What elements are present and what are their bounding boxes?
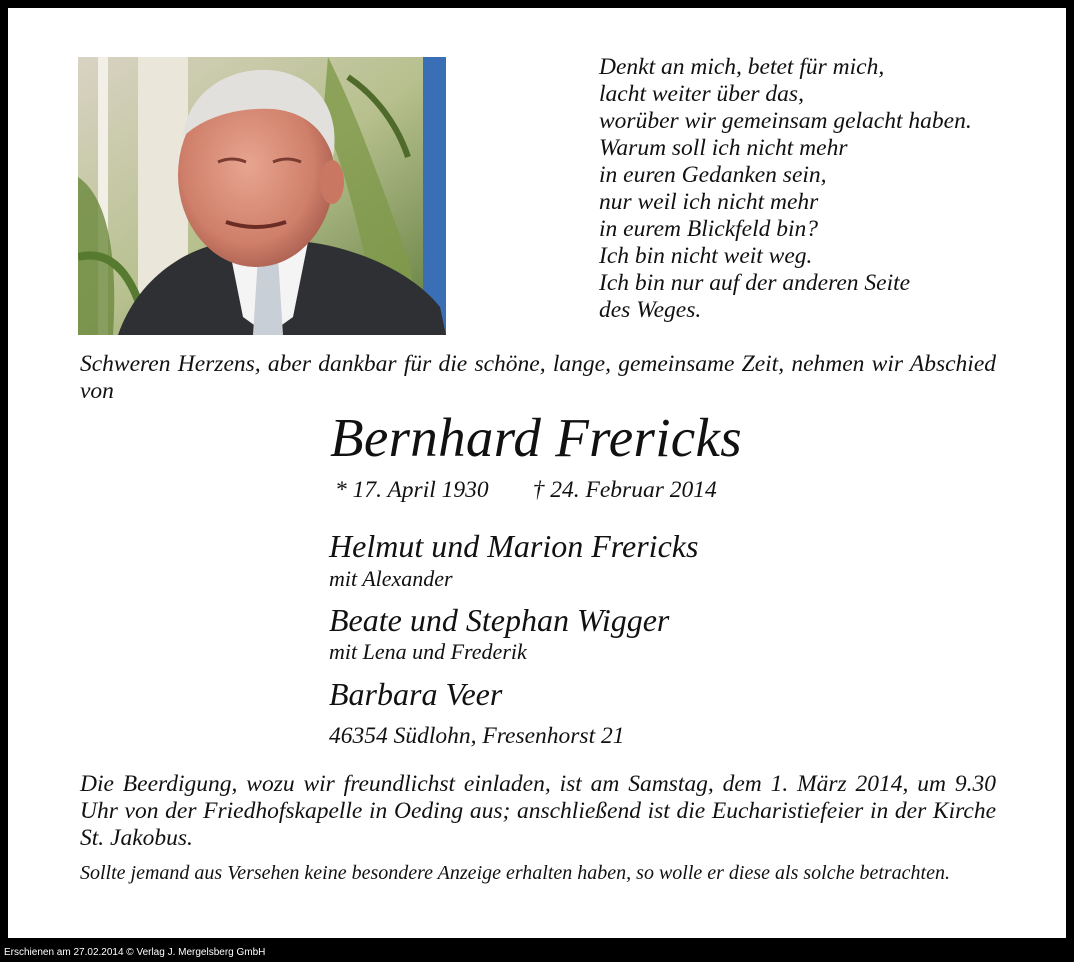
poem-line: lacht weiter über das, (599, 81, 804, 107)
notice-note: Sollte jemand aus Versehen keine besondere Anzeige erhalten haben, so wolle er diese als solche betrachten. (80, 862, 950, 884)
poem-line: Denkt an mich, betet für mich, (599, 54, 885, 80)
family-address: 46354 Südlohn, Fresenhorst 21 (329, 723, 625, 749)
mourner-children: mit Lena und Frederik (329, 639, 527, 664)
obituary-notice (8, 8, 1066, 938)
poem-line: Ich bin nicht weit weg. (599, 243, 813, 269)
poem-line: nur weil ich nicht mehr (599, 189, 819, 215)
intro-text: Schweren Herzens, aber dankbar für die schöne, lange, gemeinsame Zeit, nehmen wir Abschied von (80, 351, 996, 404)
poem-line: in eurem Blickfeld bin? (599, 216, 819, 242)
poem-line: Warum soll ich nicht mehr (599, 135, 848, 161)
poem-line: in euren Gedanken sein, (599, 162, 827, 188)
birth-date: * 17. April 1930 (335, 477, 489, 503)
mourner-name: Beate und Stephan Wigger (329, 602, 670, 638)
poem (599, 54, 1039, 324)
death-date: † 24. Februar 2014 (532, 477, 717, 503)
mourner-name: Helmut und Marion Frericks (329, 528, 699, 564)
poem-line: worüber wir gemeinsam gelacht haben. (599, 108, 972, 134)
life-dates (335, 476, 717, 504)
poem-line: Ich bin nur auf der anderen Seite (599, 270, 911, 296)
poem-line: des Weges. (599, 297, 702, 323)
portrait-photo (78, 57, 446, 335)
deceased-name: Bernhard Frericks (330, 407, 742, 468)
mourner-children: mit Alexander (329, 566, 453, 591)
mourner-name: Barbara Veer (329, 676, 503, 712)
publication-footer: Erschienen am 27.02.2014 © Verlag J. Mergelsberg GmbH (4, 947, 266, 958)
funeral-details: Die Beerdigung, wozu wir freundlichst einladen, ist am Samstag, dem 1. März 2014, um 9.30 Uhr von der Friedhofskapelle in Oeding aus; anschließend ist die Eucharistiefeier in der Kirche St. Jakobus. (80, 771, 996, 851)
